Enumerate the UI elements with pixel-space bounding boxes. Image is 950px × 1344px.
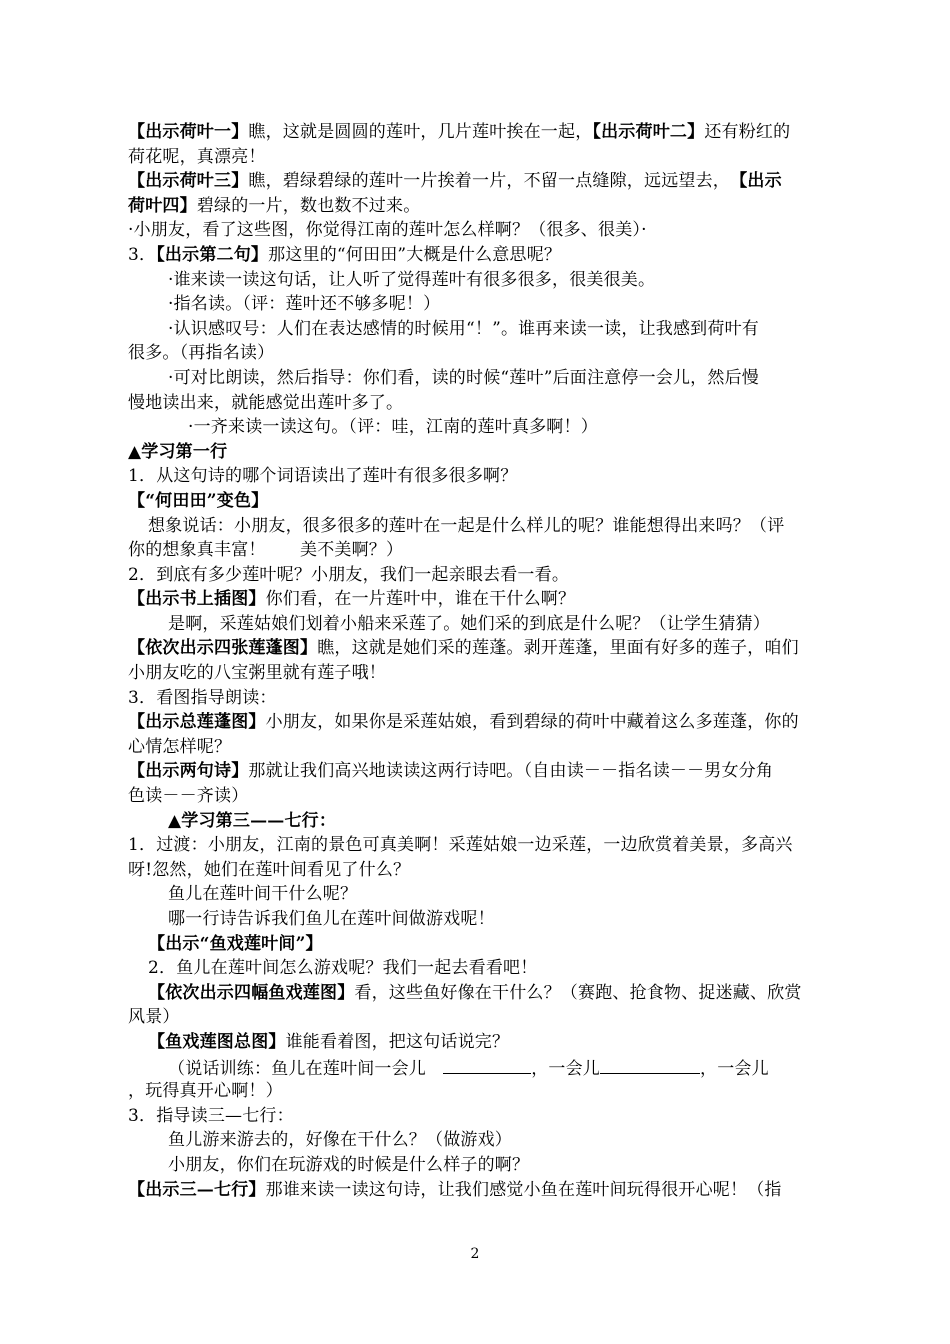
text-span: 2．到底有多少莲叶呢？小朋友，我们一起亲眼去看一看。	[128, 564, 570, 585]
text-line	[128, 514, 840, 539]
text-line	[128, 268, 840, 293]
text-line	[128, 489, 840, 514]
text-span: 1．从这句诗的哪个词语读出了莲叶有很多很多啊？	[128, 466, 518, 487]
bold-label: 【出示荷叶三】	[128, 171, 249, 192]
text-span: 3．指导读三—七行：	[128, 1105, 294, 1126]
text-span: 呀!忽然，她们在莲叶间看见了什么？	[128, 859, 411, 880]
text-line	[128, 956, 840, 981]
bold-label: 【出示荷叶一】	[128, 122, 249, 142]
text-span: 是啊，采莲姑娘们划着小船来采莲了。她们采的到底是什么呢？（让学生猜猜）	[168, 613, 770, 634]
bold-label: 【依次出示四幅鱼戏莲图】	[148, 982, 355, 1003]
text-span: 想象说话：小朋友，很多很多的莲叶在一起是什么样儿的呢？谁能想得出来吗？（评	[148, 515, 785, 536]
bold-label: 【出示总莲蓬图】	[128, 712, 266, 733]
text-line	[128, 317, 840, 342]
text-span: 2．鱼儿在莲叶间怎么游戏呢？我们一起去看看吧！	[148, 958, 538, 979]
text-line	[128, 120, 840, 145]
text-line	[128, 735, 840, 760]
text-span: ·认识感叹号：人们在表达感情的时候用“！”。谁再来读一读，让我感到荷叶有	[168, 318, 759, 339]
text-span: 那这里的“何田田”大概是什么意思呢？	[268, 244, 562, 265]
text-span: 哪一行诗告诉我们鱼儿在莲叶间做游戏呢！	[168, 909, 495, 929]
text-span: 你的想象真丰富！ 美不美啊？）	[128, 540, 404, 561]
text-span: ，一会儿	[531, 1058, 601, 1079]
text-span: ，玩得真开心啊！）	[128, 1081, 283, 1102]
bold-label: 【出示第二句】	[156, 244, 269, 265]
text-line	[128, 759, 840, 784]
text-span: 鱼儿游来游去的，好像在干什么？（做游戏）	[168, 1130, 512, 1151]
text-line	[128, 391, 840, 416]
bold-label: 荷叶四】	[128, 195, 197, 216]
text-span: 鱼儿在莲叶间干什么呢？	[168, 884, 358, 905]
text-line	[128, 981, 840, 1006]
document-body	[128, 120, 840, 1202]
text-line	[128, 1055, 840, 1080]
text-line	[128, 907, 840, 932]
text-line	[128, 710, 840, 735]
text-line	[128, 636, 840, 661]
text-line	[128, 1079, 840, 1104]
text-line	[128, 440, 840, 465]
text-span: ·一齐来读一读这句。（评：哇，江南的莲叶真多啊！）	[188, 417, 598, 438]
text-line	[128, 169, 840, 194]
text-line	[128, 858, 840, 883]
text-span: 谁能看着图，把这句话说完？	[285, 1031, 510, 1052]
text-span: 小朋友，如果你是采莲姑娘，看到碧绿的荷叶中藏着这么多莲蓬，你的	[265, 712, 799, 733]
bold-label: 【出示三—七行】	[128, 1179, 266, 1200]
text-line	[128, 243, 840, 268]
text-span: 小朋友吃的八宝粥里就有莲子哦！	[128, 663, 386, 684]
text-line	[128, 415, 840, 440]
text-span: （说话训练：鱼儿在莲叶间一会儿	[168, 1058, 444, 1079]
bold-label: 【出示荷叶二】	[592, 122, 705, 142]
text-span: 你们看，在一片莲叶中，谁在干什么啊？	[265, 589, 576, 610]
text-line	[128, 612, 840, 637]
text-span: 3．看图指导朗读：	[128, 687, 277, 708]
text-line	[128, 661, 840, 686]
text-span: 小朋友，你们在玩游戏的时候是什么样子的啊？	[168, 1154, 530, 1175]
bold-label: ▲学习第三——七行：	[168, 810, 337, 831]
text-line	[128, 563, 840, 588]
text-line	[128, 809, 840, 834]
text-span: 1．过渡：小朋友，江南的景色可真美啊！采莲姑娘一边采莲，一边欣赏着美景，多高兴	[128, 835, 793, 856]
text-span: 色读－－齐读）	[128, 786, 249, 807]
text-line	[128, 292, 840, 317]
text-line	[128, 784, 840, 809]
text-span: 瞧，这就是她们采的莲蓬。剥开莲蓬，里面有好多的莲子，咱们	[317, 638, 799, 659]
bold-label: 【出示两句诗】	[128, 761, 249, 782]
text-line	[128, 145, 840, 170]
text-line	[128, 194, 840, 219]
text-line	[128, 1030, 840, 1055]
text-span: 还有粉红的	[704, 122, 791, 142]
text-line	[128, 366, 840, 391]
text-span: ，一会儿	[700, 1058, 769, 1079]
text-span: ·可对比朗读，然后指导：你们看，读的时候“莲叶”后面注意停一会儿，然后慢	[168, 367, 759, 388]
text-line	[128, 882, 840, 907]
bold-label: 【依次出示四张莲蓬图】	[128, 638, 318, 659]
text-span: 心情怎样呢？	[128, 736, 232, 757]
text-line	[128, 833, 840, 858]
text-span: 那就让我们高兴地读读这两行诗吧。（自由读－－指名读－－男女分角	[248, 761, 774, 782]
text-span: ·小朋友，看了这些图，你觉得江南的莲叶怎么样啊？（很多、很美）·	[128, 220, 647, 241]
text-span: ·指名读。（评：莲叶还不够多呢！）	[168, 294, 441, 315]
text-span: ·谁来读一读这句话，让人听了觉得莲叶有很多很多，很美很美。	[168, 269, 656, 290]
bold-label: 【鱼戏莲图总图】	[148, 1031, 286, 1052]
text-span: 那谁来读一读这句诗，让我们感觉小鱼在莲叶间玩得很开心呢！（指	[265, 1179, 782, 1200]
fill-in-blank	[600, 1055, 700, 1074]
text-span: 很多。（再指名读）	[128, 343, 275, 364]
fill-in-blank	[443, 1055, 531, 1074]
text-line	[128, 1178, 840, 1203]
text-span: 瞧，这就是圆圆的莲叶，几片莲叶挨在一起，	[248, 122, 593, 142]
text-span: 碧绿的一片，数也数不过来。	[196, 195, 421, 216]
text-line	[128, 1005, 840, 1030]
bold-label: 【出示“鱼戏莲叶间”】	[148, 933, 323, 954]
text-span: 瞧，碧绿碧绿的莲叶一片挨着一片，不留一点缝隙，远远望去，	[248, 171, 739, 192]
text-span: 荷花呢，真漂亮！	[128, 146, 266, 167]
text-span: 看，这些鱼好像在干什么？（赛跑、抢食物、捉迷藏、欣赏	[354, 982, 802, 1003]
text-line	[128, 1128, 840, 1153]
text-line	[128, 341, 840, 366]
text-line	[128, 218, 840, 243]
bold-label: 【出示	[738, 171, 782, 192]
text-line	[128, 932, 840, 957]
bold-label: ▲学习第一行	[128, 441, 228, 462]
text-line	[128, 587, 840, 612]
text-span: 风景）	[128, 1007, 180, 1028]
text-line	[128, 686, 840, 711]
bold-label: 【出示书上插图】	[128, 589, 266, 610]
text-line	[128, 538, 840, 563]
text-line	[128, 1104, 840, 1129]
text-span: 慢地读出来，就能感觉出莲叶多了。	[128, 392, 404, 413]
text-span: 3．	[128, 244, 157, 265]
text-line	[128, 1153, 840, 1178]
page-number: 2	[470, 1246, 480, 1262]
text-line	[128, 464, 840, 489]
bold-label: 【“何田田”变色】	[128, 490, 269, 511]
